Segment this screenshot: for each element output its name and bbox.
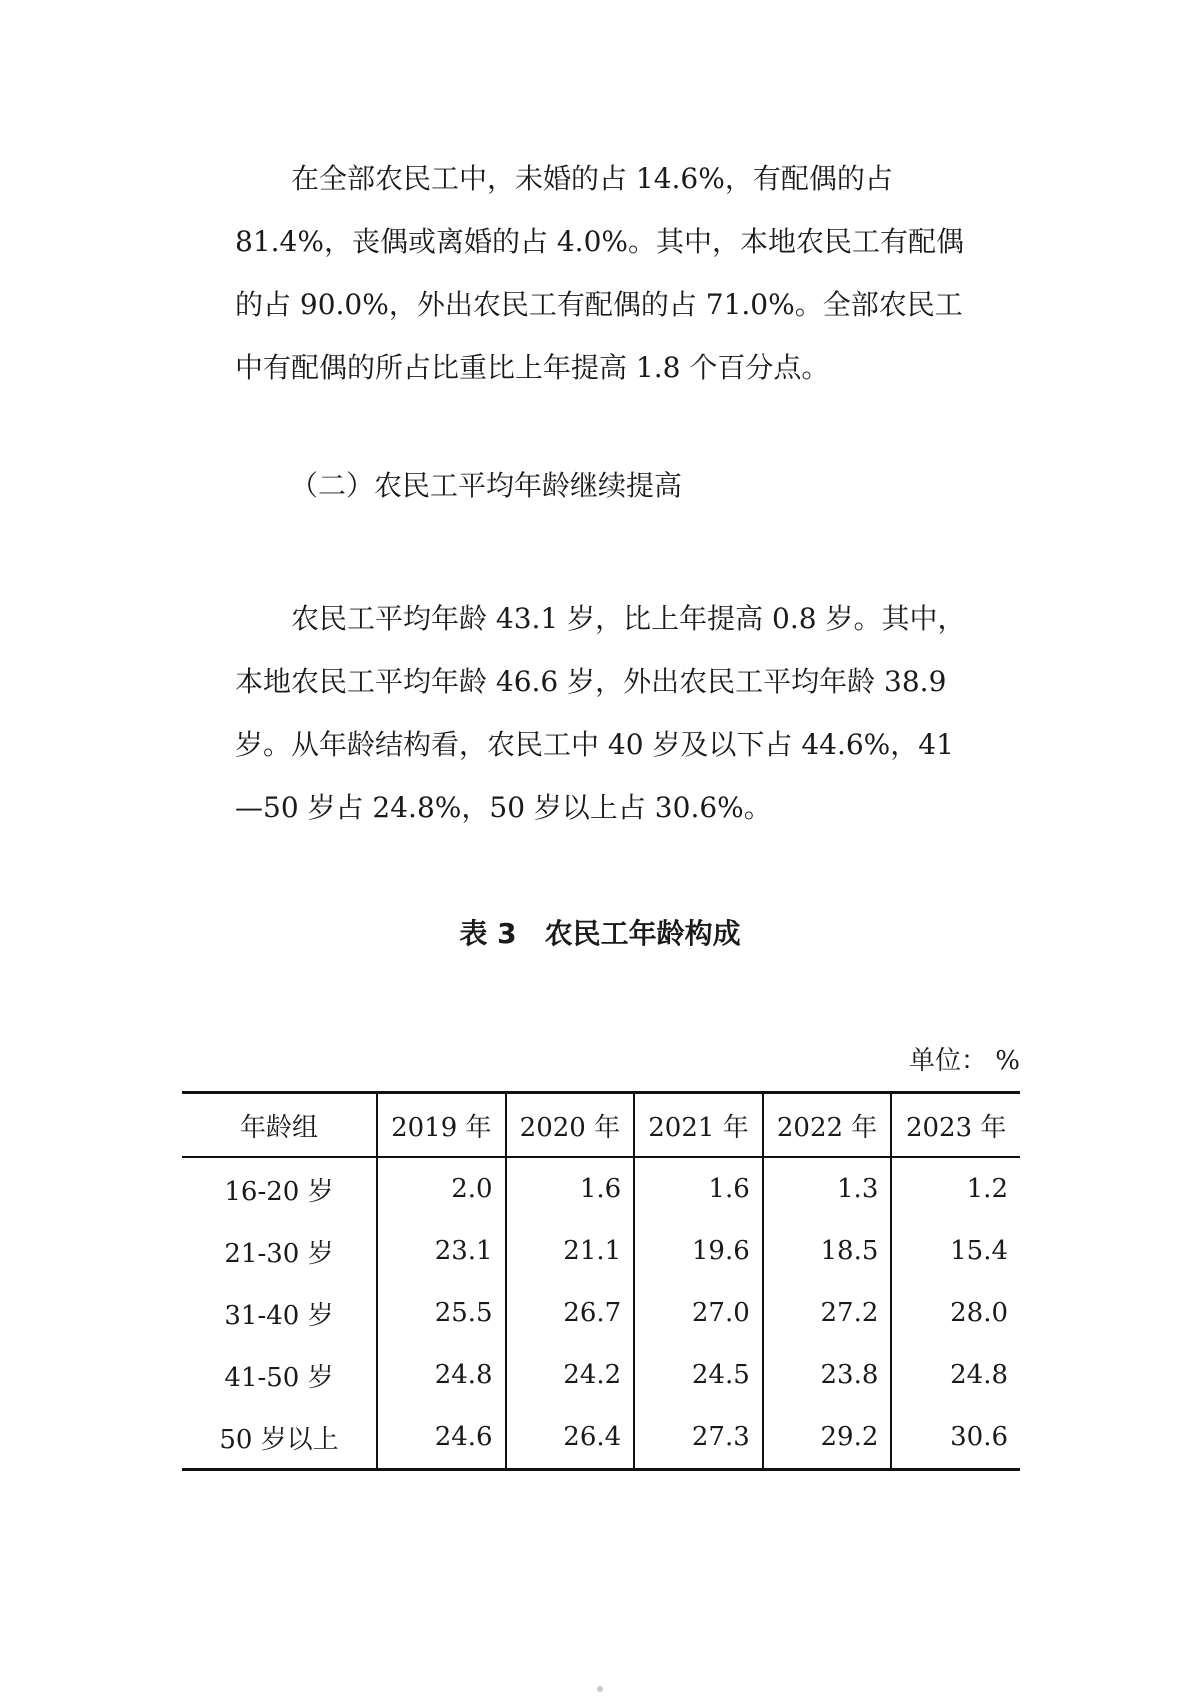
row-label: 31-40 岁: [224, 1300, 334, 1331]
paragraph-marriage-text: 在全部农民工中，未婚的占 14.6%，有配偶的占 81.4%，丧偶或离婚的占 4.0%。其中，本地农民工有配偶的占 90.0%，外出农民工有配偶的占 71.0%。全部农民工中有配偶的所占比重比上年提高 1.8 个百分点。: [235, 162, 964, 384]
header-year-2023: 2023 年: [891, 1093, 1020, 1158]
table-cell: 25.5: [377, 1282, 506, 1344]
table-cell: 19.6: [634, 1220, 763, 1282]
row-label: 41-50 岁: [224, 1362, 334, 1393]
row-label: 50 岁以上: [182, 1406, 377, 1470]
table-cell: 21.1: [506, 1220, 635, 1282]
table-title: [0, 912, 1200, 952]
row-label: 21-30 岁: [224, 1238, 334, 1269]
table-cell: 28.0: [891, 1282, 1020, 1344]
table-cell: 24.2: [506, 1344, 635, 1406]
table-cell: 1.2: [891, 1157, 1020, 1220]
header-year-2019: 2019 年: [377, 1093, 506, 1158]
table-cell: 23.1: [377, 1220, 506, 1282]
table-cell: 1.3: [763, 1157, 892, 1220]
table-cell: 18.5: [763, 1220, 892, 1282]
page-footer-dot: [597, 1686, 603, 1692]
table-cell: 29.2: [763, 1406, 892, 1470]
table-cell: 24.8: [377, 1344, 506, 1406]
table-cell: 2.0: [377, 1157, 506, 1220]
paragraph-average-age: [235, 587, 975, 839]
table-cell: 1.6: [634, 1157, 763, 1220]
table-cell: 15.4: [891, 1220, 1020, 1282]
table-cell: 26.7: [506, 1282, 635, 1344]
table-cell: 1.6: [506, 1157, 635, 1220]
section-heading: （二）农民工平均年龄继续提高: [290, 469, 683, 502]
table-title-text: 农民工年龄构成: [544, 917, 741, 950]
table-row: [182, 1282, 1020, 1344]
table-unit-label: 单位： %: [909, 1046, 1020, 1076]
paragraph-age-text: 农民工平均年龄 43.1 岁，比上年提高 0.8 岁。其中，本地农民工平均年龄 46.6 岁，外出农民工平均年龄 38.9 岁。从年龄结构看，农民工中 40 岁及以下占 44.6%，41—50 岁占 24.8%，50 岁以上占 30.6%。: [235, 602, 966, 824]
table-header-row: [182, 1093, 1020, 1158]
table-cell: 27.2: [763, 1282, 892, 1344]
table-cell: 30.6: [891, 1406, 1020, 1470]
header-year-2022: 2022 年: [763, 1093, 892, 1158]
header-year-2020: 2020 年: [506, 1093, 635, 1158]
table-cell: 26.4: [506, 1406, 635, 1470]
table-cell: 27.0: [634, 1282, 763, 1344]
table-cell: 24.5: [634, 1344, 763, 1406]
paragraph-marriage-status: [235, 147, 975, 399]
table-row: [182, 1406, 1020, 1470]
table-title-number: 表 3: [459, 917, 517, 950]
table-cell: 27.3: [634, 1406, 763, 1470]
row-label: 16-20 岁: [224, 1176, 334, 1207]
table-row: [182, 1157, 1020, 1220]
header-year-2021: 2021 年: [634, 1093, 763, 1158]
table-cell: 23.8: [763, 1344, 892, 1406]
table-row: [182, 1220, 1020, 1282]
table-cell: 24.6: [377, 1406, 506, 1470]
header-age-group: 年龄组: [182, 1093, 377, 1158]
age-composition-table: [182, 1091, 1020, 1471]
table-row: [182, 1344, 1020, 1406]
table-cell: 24.8: [891, 1344, 1020, 1406]
